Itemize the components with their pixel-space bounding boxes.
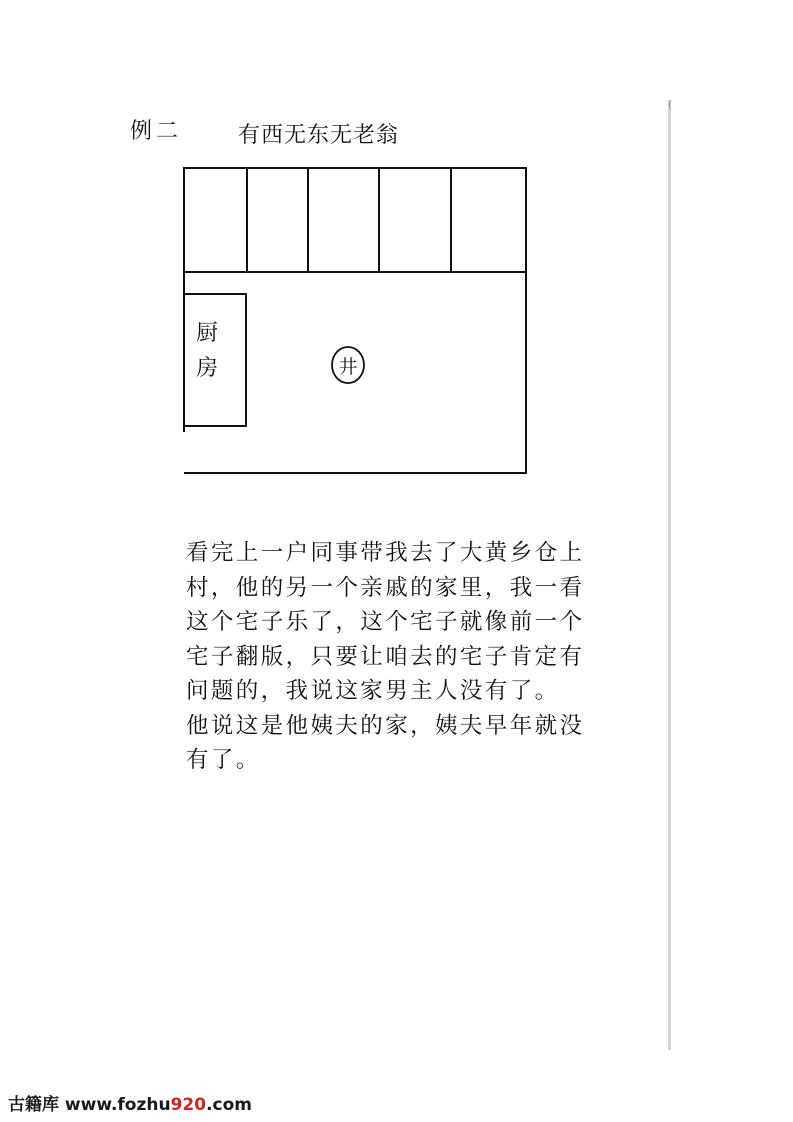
footer-site-name: 古籍库 (8, 1095, 59, 1115)
top-room-2 (247, 168, 308, 272)
footer-url-prefix: www.fozhu (64, 1095, 171, 1115)
kitchen-label-bottom: 房 (195, 356, 219, 381)
house-floor-plan (170, 158, 540, 483)
example-title: 有西无东无老翁 (238, 123, 400, 148)
well-label: 井 (338, 356, 358, 378)
paragraph-2: 他说这是他姨夫的家，姨夫早年就没有了。 (186, 712, 585, 773)
page-edge-line (668, 100, 671, 1050)
top-room-3 (308, 168, 379, 272)
footer-watermark (8, 1090, 252, 1115)
paragraph-1: 看完上一户同事带我去了大黄乡仓上村，他的另一个亲戚的家里，我一看这个宅子乐了，这个宅子就像前一个宅子翻版，只要让咱去的宅子肯定有问题的，我说这家男主人没有了。 (186, 540, 585, 704)
top-room-4 (379, 168, 451, 272)
top-room-5 (451, 168, 526, 272)
body-text (186, 536, 606, 778)
footer-url[interactable] (65, 1095, 252, 1115)
example-label: 例二 (130, 119, 183, 144)
footer-url-suffix: .com (206, 1095, 253, 1115)
kitchen-label-top: 厨 (195, 321, 219, 346)
top-room-1 (184, 168, 247, 272)
footer-url-number: 920 (170, 1095, 207, 1115)
page-edge-mark: ( (668, 100, 672, 111)
